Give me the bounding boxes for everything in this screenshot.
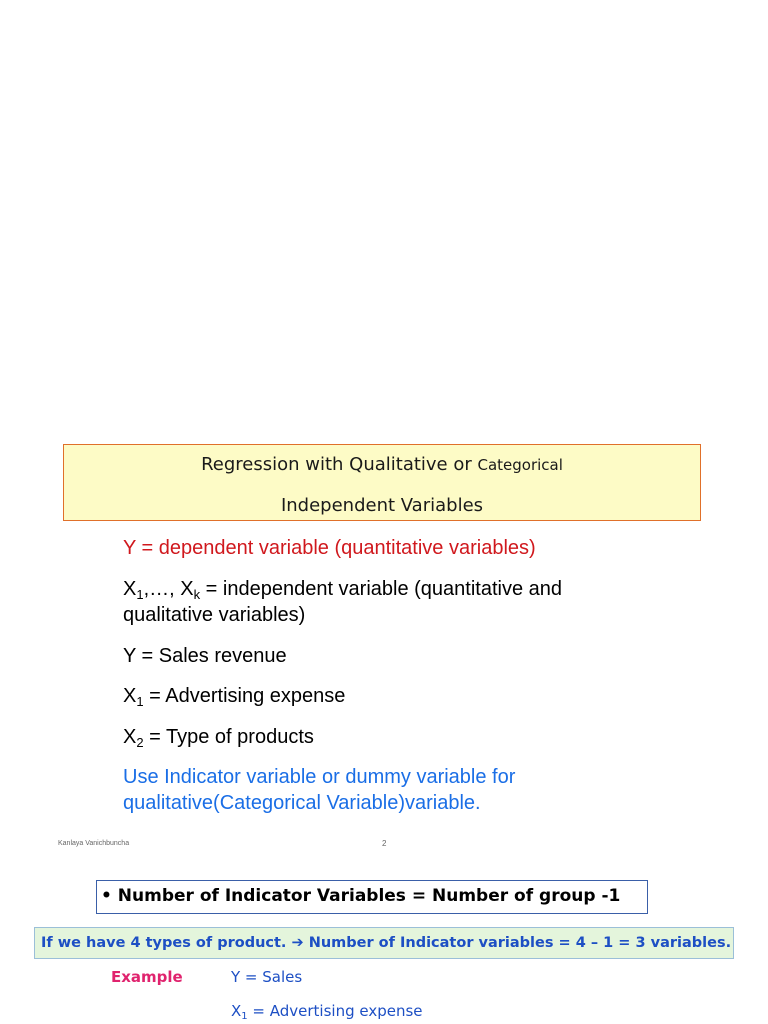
x1-letter: X (123, 685, 137, 707)
example-x1-subscript: 1 (241, 1011, 248, 1022)
x1-subscript: 1 (136, 694, 144, 709)
x-definition-line2: qualitative variables) (123, 604, 306, 626)
x-letter: X (123, 578, 137, 600)
footer-author: Kanlaya Vanichbuncha (58, 840, 130, 847)
example-info-box (34, 927, 734, 959)
example-label: Example (111, 968, 183, 986)
x2-text: = Type of products (143, 726, 314, 748)
y-sales-line: Y = Sales revenue (123, 645, 287, 667)
x1-text: = Advertising expense (143, 685, 346, 707)
y-definition: Y = dependent variable (quantitative variables) (123, 537, 536, 559)
indicator-note-line1: Use Indicator variable or dummy variable for (123, 766, 516, 788)
x-ellipsis: ,…, X (143, 578, 194, 600)
x2-line (123, 724, 314, 750)
slide-title-line2: Independent Variables (280, 495, 484, 516)
title-main-text: Regression with Qualitative or (201, 454, 478, 475)
slide-title-line1 (64, 453, 700, 477)
x-definition (123, 576, 562, 602)
x2-letter: X (123, 726, 137, 748)
x-definition-text: = independent variable (quantitative and (200, 578, 563, 600)
x-subscript-1: 1 (136, 587, 144, 602)
title-small-text: Categorical (477, 456, 563, 474)
x1-line (123, 683, 345, 709)
example-x1-text: = Advertising expense (247, 1002, 423, 1020)
x2-subscript: 2 (136, 735, 144, 750)
info-text-part1: If we have 4 types of product. (41, 935, 292, 951)
arrow-right-icon: ➔ (291, 935, 304, 951)
indicator-note-line2: qualitative(Categorical Variable)variable. (123, 792, 481, 814)
example-y-line: Y = Sales (231, 968, 303, 986)
example-x1-letter: X (231, 1002, 242, 1020)
slide-title-box (63, 444, 701, 521)
example-x1-line (231, 1002, 423, 1020)
indicator-rule-box: • Number of Indicator Variables = Number of group -1 (96, 880, 648, 914)
info-text-part2: Number of Indicator variables = 4 – 1 = 3 variables. (303, 935, 732, 951)
page-number: 2 (382, 839, 387, 848)
x-subscript-k: k (193, 587, 201, 602)
